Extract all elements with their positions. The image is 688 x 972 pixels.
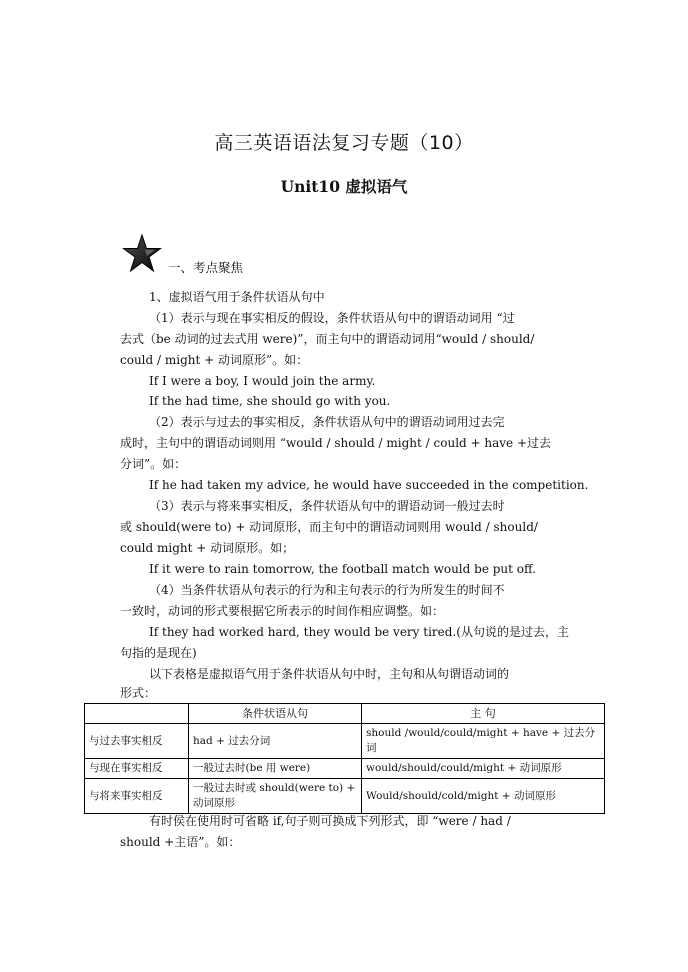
body-line: If it were to rain tomorrow, the football match would be put off. xyxy=(149,562,536,576)
body-line: （1）表示与现在事实相反的假设，条件状语从句中的谓语动词用 “过 xyxy=(149,311,515,325)
table-header-cell xyxy=(85,704,189,724)
body-line: 以下表格是虚拟语气用于条件状语从句中时，主句和从句谓语动词的 xyxy=(149,667,510,681)
table-cell: should /would/could/might + have + 过去分词 xyxy=(362,724,605,759)
body-line: could / might + 动词原形”。如： xyxy=(120,353,309,367)
body-line: （2）表示与过去的事实相反，条件状语从句中的谓语动词用过去完 xyxy=(149,415,505,429)
body-line: 去式（be 动词的过去式用 were)”，而主句中的谓语动词用“would / should/ xyxy=(120,332,535,346)
page-title: 高三英语语法复习专题（10） xyxy=(214,132,474,154)
body-line: 分词”。如： xyxy=(120,457,187,471)
table-cell: 一般过去时或 should(were to) + 动词原形 xyxy=(189,779,362,814)
table-header-row xyxy=(85,704,605,724)
body-line: 一致时，动词的形式要根据它所表示的时间作相应调整。如： xyxy=(120,604,445,618)
table-row xyxy=(85,759,605,779)
page-subtitle: Unit10 虚拟语气 xyxy=(280,177,408,196)
body-line: （4）当条件状语从句表示的行为和主句表示的行为所发生的时间不 xyxy=(149,583,505,597)
table-cell: would/should/could/might + 动词原形 xyxy=(362,759,605,779)
table-header-cell: 主 句 xyxy=(362,704,605,724)
body-line: 1、虚拟语气用于条件状语从句中 xyxy=(149,290,325,304)
body-line: 或 should(were to) + 动词原形，而主句中的谓语动词则用 would / should/ xyxy=(120,520,538,534)
table-cell: 与过去事实相反 xyxy=(85,724,189,759)
body-line: If they had worked hard, they would be very tired.(从句说的是过去，主 xyxy=(149,625,569,639)
body-line: could might + 动词原形。如； xyxy=(120,541,295,555)
table-header-cell: 条件状语从句 xyxy=(189,704,362,724)
table-cell: had + 过去分词 xyxy=(189,724,362,759)
table-cell: Would/should/cold/might + 动词原形 xyxy=(362,779,605,814)
body-line: 成时，主句中的谓语动词则用 “would / should / might / could + have +过去 xyxy=(120,436,552,450)
body-line: If he had taken my advice, he would have succeeded in the competition. xyxy=(149,478,589,492)
body-line: 句指的是现在) xyxy=(120,646,197,660)
body-line: If I were a boy, I would join the army. xyxy=(149,374,376,388)
body-line: should +主语”。如： xyxy=(120,835,241,849)
table-cell: 与现在事实相反 xyxy=(85,759,189,779)
star-icon xyxy=(122,234,162,274)
table-cell: 一般过去时(be 用 were) xyxy=(189,759,362,779)
section-heading: 一、考点聚焦 xyxy=(168,260,244,275)
body-line: （3）表示与将来事实相反，条件状语从句中的谓语动词一般过去时 xyxy=(149,499,505,513)
conditional-forms-table xyxy=(84,703,605,814)
body-line: 有时侯在使用时可省略 if,句子则可换成下列形式，即 “were / had / xyxy=(149,814,511,828)
body-line: If the had time, she should go with you. xyxy=(149,394,391,408)
body-line: 形式： xyxy=(120,686,157,700)
table-cell: 与将来事实相反 xyxy=(85,779,189,814)
table-row xyxy=(85,779,605,814)
table-row xyxy=(85,724,605,759)
